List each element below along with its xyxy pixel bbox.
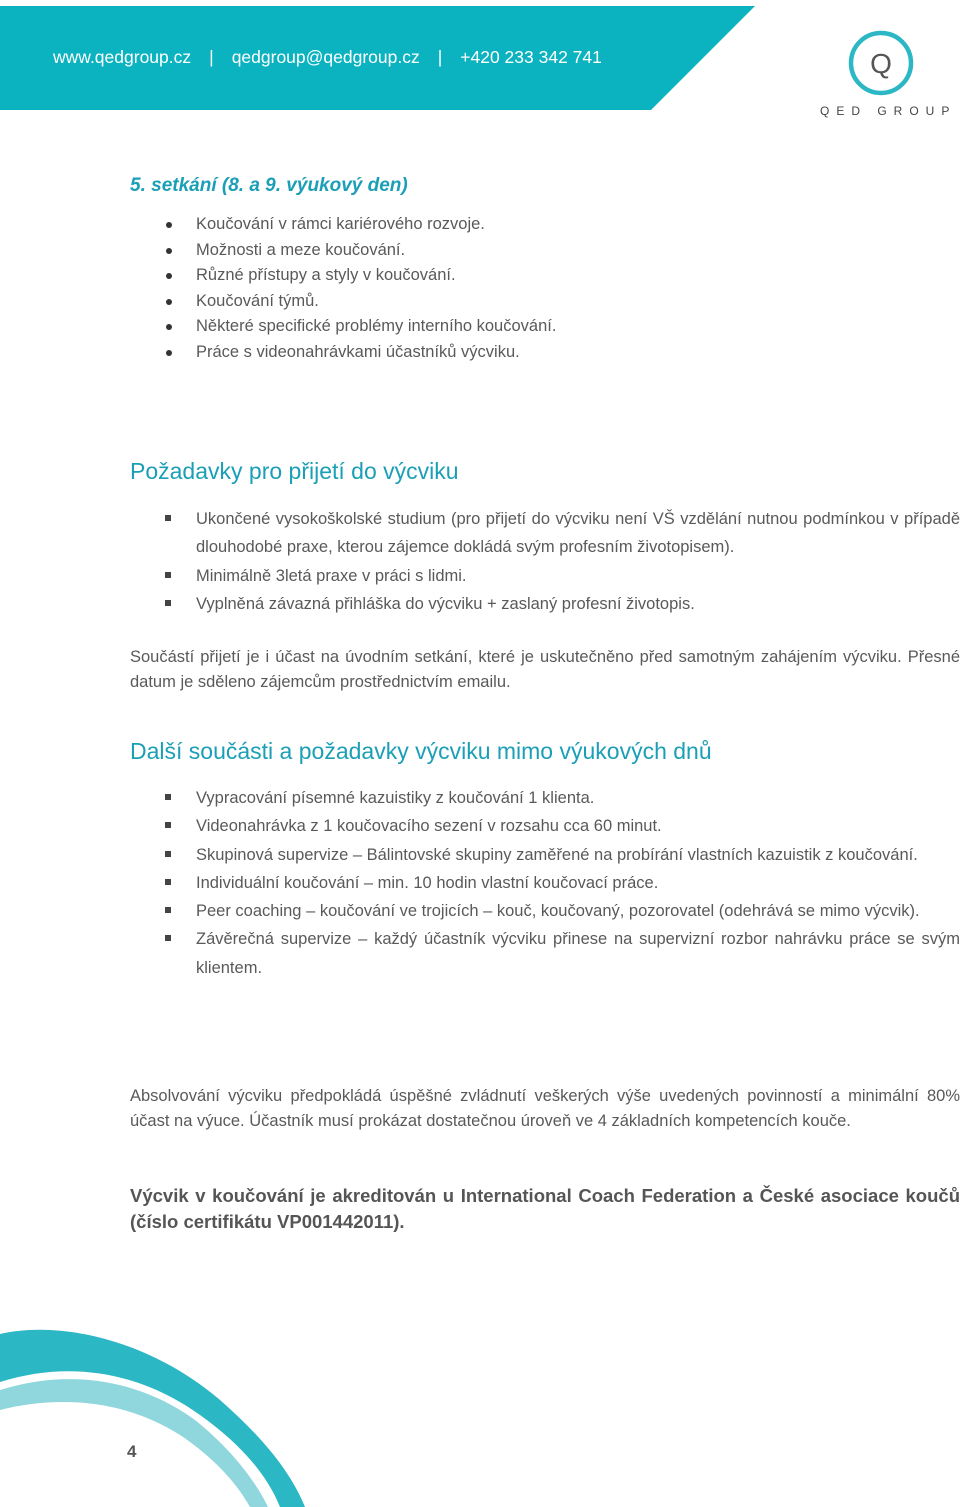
logo-letter: Q (870, 48, 892, 79)
list-item: Videonahrávka z 1 koučovacího sezení v rozsahu cca 60 minut. (130, 812, 960, 840)
accreditation-paragraph: Výcvik v koučování je akreditován u International Coach Federation a České asociace koučů (číslo certifikátu VP001442011). (130, 1185, 960, 1232)
requirements-note: Součástí přijetí je i účast na úvodním setkání, které je uskutečněno před samotným zahájením výcviku. Přesné datum je sděleno zájemcům prostřednictvím emailu. (130, 648, 960, 691)
list-item: Minimálně 3letá praxe v práci s lidmi. (130, 562, 960, 590)
website-link[interactable]: www.qedgroup.cz (53, 47, 192, 67)
list-item: Možnosti a meze koučování. (130, 238, 556, 264)
separator: | (437, 47, 443, 67)
requirements-list (130, 505, 960, 618)
header-banner (0, 0, 960, 112)
contact-line (53, 47, 602, 68)
list-item: Závěrečná supervize – každý účastník výcviku přinese na supervizní rozbor nahrávku práce se svým klientem. (130, 925, 960, 982)
email-link[interactable]: qedgroup@qedgroup.cz (231, 47, 420, 67)
footer-decoration (0, 1320, 320, 1507)
list-item: Individuální koučování – min. 10 hodin vlastní koučovací práce. (130, 869, 960, 897)
list-item: Práce s videonahrávkami účastníků výcviku. (130, 340, 556, 366)
page-number: 4 (127, 1442, 137, 1461)
requirements-heading: Požadavky pro přijetí do výcviku (130, 458, 459, 484)
completion-paragraph: Absolvování výcviku předpokládá úspěšné zvládnutí veškerých výše uvedených povinností a minimální 80% účast na výuce. Účastník musí prokázat dostatečnou úroveň ve 4 základních kompetencích kouče. (130, 1087, 960, 1130)
list-item: Skupinová supervize – Bálintovské skupiny zaměřené na probírání vlastních kazuistik z koučování. (130, 841, 960, 869)
list-item: Různé přístupy a styly v koučování. (130, 263, 556, 289)
list-item: Peer coaching – koučování ve trojicích – kouč, koučovaný, pozorovatel (odehrává se mimo výcvik). (130, 897, 960, 925)
phone-link[interactable]: +420 233 342 741 (460, 47, 602, 67)
list-item: Ukončené vysokoškolské studium (pro přijetí do výcviku není VŠ vzdělání nutnou podmínkou v případě dlouhodobé praxe, kterou zájemce dokládá svým profesním životopisem). (130, 505, 960, 562)
list-item: Vypracování písemné kazuistiky z koučování 1 klienta. (130, 784, 960, 812)
list-item: Koučování v rámci kariérového rozvoje. (130, 212, 556, 238)
logo-text: QED GROUP (820, 104, 957, 118)
other-requirements-list (130, 784, 960, 982)
other-requirements-heading: Další součásti a požadavky výcviku mimo výukových dnů (130, 738, 712, 764)
session-topics-list (130, 212, 556, 366)
list-item: Koučování týmů. (130, 289, 556, 315)
session-heading: 5. setkání (8. a 9. výukový den) (130, 175, 408, 196)
list-item: Některé specifické problémy interního koučování. (130, 314, 556, 340)
separator: | (209, 47, 214, 67)
list-item: Vyplněná závazná přihláška do výcviku + zaslaný profesní životopis. (130, 590, 960, 618)
